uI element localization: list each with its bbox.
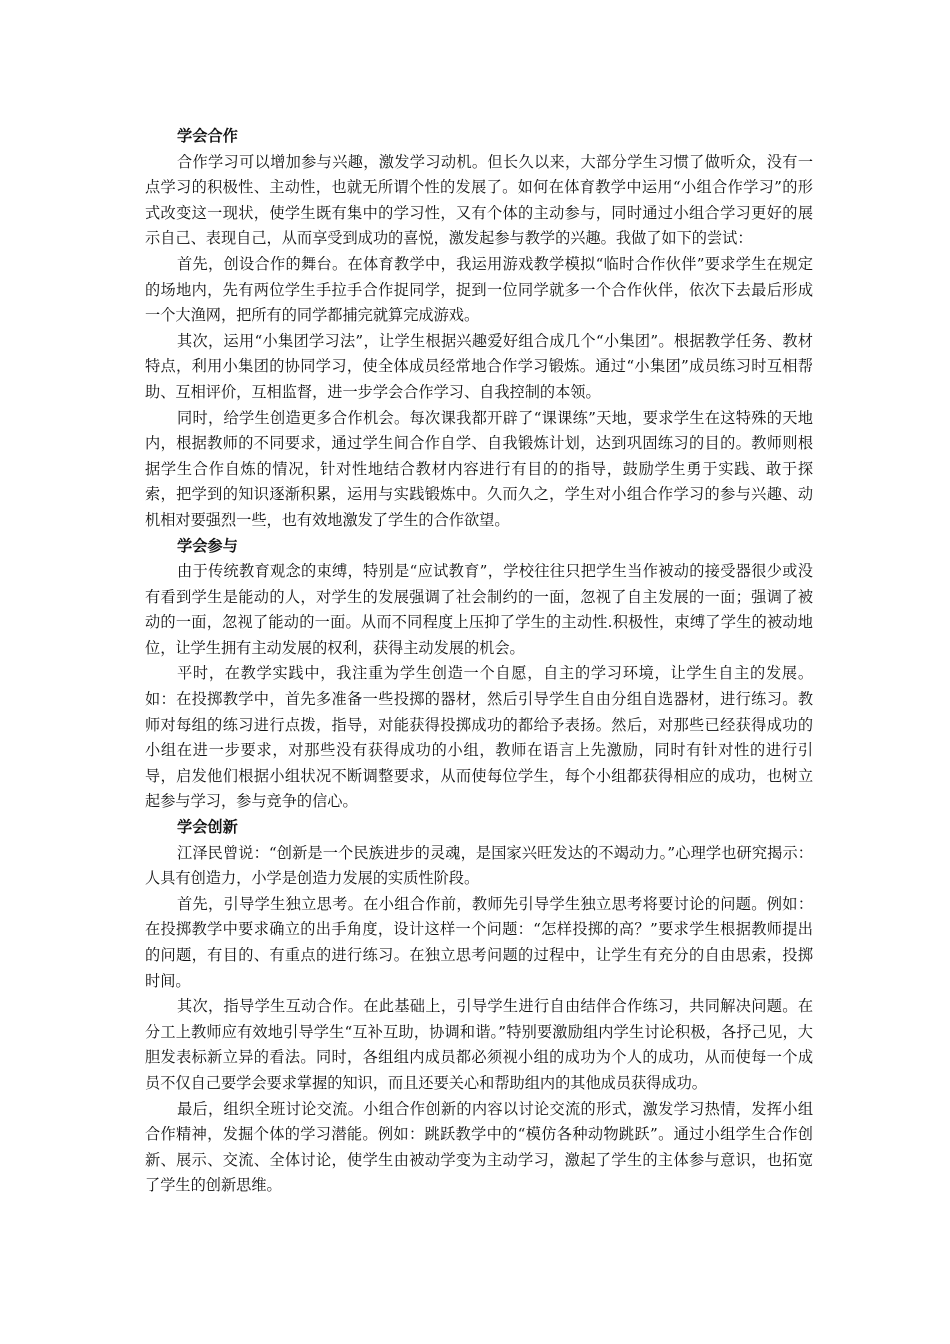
paragraph: 合作学习可以增加参与兴趣，激发学习动机。但长久以来，大部分学生习惯了做听众，没有一点学习的积极性、主动性，也就无所谓个性的发展了。如何在体育教学中运用“小组合作学习”的形式改变这一现状，使学生既有集中的学习性，又有个体的主动参与，同时通过小组合学习更好的展示自己、表现自己，从而享受到成功的喜悦，激发起参与教学的兴趣。我做了如下的尝试： [145,152,813,248]
section-heading: 学会参与 [177,536,238,555]
section-heading: 学会合作 [177,127,238,145]
paragraph: 首先，引导学生独立思考。在小组合作前，教师先引导学生独立思考将要讨论的问题。例如：在投掷教学中要求确立的出手角度，设计这样一个问题：“怎样投掷的高？”要求学生根据教师提出的问题，有目的、有重点的进行练习。在独立思考问题的过程中，让学生有充分的自由思索，投掷时间。 [145,894,813,990]
paragraph: 同时，给学生创造更多合作机会。每次课我都开辟了“课课练”天地，要求学生在这特殊的天地内，根据教师的不同要求，通过学生间合作自学、自我锻炼计划，达到巩固练习的目的。教师则根据学生合作自炼的情况，针对性地结合教材内容进行有目的的指导，鼓励学生勇于实践、敢于探索，把学到的知识逐渐积累，运用与实践锻炼中。久而久之，学生对小组合作学习的参与兴趣、动机相对要强烈一些，也有效地激发了学生的合作欲望。 [145,408,813,529]
section-participation [145,534,813,816]
paragraph: 江泽民曾说：“创新是一个民族进步的灵魂，是国家兴旺发达的不竭动力。”心理学也研究揭示：人具有创造力，小学是创造力发展的实质性阶段。 [145,843,813,888]
paragraph: 其次，指导学生互动合作。在此基础上，引导学生进行自由结伴合作练习，共同解决问题。在分工上教师应有效地引导学生“互补互助，协调和谐。”特别要激励组内学生讨论积极，各抒己见，大胆发表标新立异的看法。同时，各组组内成员都必须视小组的成功为个人的成功，从而使每一个成员不仅自己要学会要求掌握的知识，而且还要关心和帮助组内的其他成员获得成功。 [145,997,813,1092]
section-cooperation [145,124,813,534]
paragraph: 其次，运用“小集团学习法”，让学生根据兴趣爱好组合成几个“小集团”。根据教学任务、教材特点，利用小集团的协同学习，使全体成员经常地合作学习锻炼。通过“小集团”成员练习时互相帮助、互相评价，互相监督，进一步学会合作学习、自我控制的本领。 [145,331,813,401]
section-heading: 学会创新 [177,818,238,837]
document-page [145,124,813,1199]
paragraph: 最后，组织全班讨论交流。小组合作创新的内容以讨论交流的形式，激发学习热情，发挥小组合作精神，发掘个体的学习潜能。例如：跳跃教学中的“模仿各种动物跳跃”。通过小组学生合作创新、展示、交流、全体讨论，使学生由被动学变为主动学习，激起了学生的主体参与意识，也拓宽了学生的创新思维。 [145,1099,813,1195]
paragraph: 平时，在教学实践中，我注重为学生创造一个自愿，自主的学习环境，让学生自主的发展。如：在投掷教学中，首先多准备一些投掷的器材，然后引导学生自由分组自选器材，进行练习。教师对每组的练习进行点拨，指导，对能获得投掷成功的都给予表扬。然后，对那些已经获得成功的小组在进一步要求，对那些没有获得成功的小组，教师在语言上先激励，同时有针对性的进行引导，启发他们根据小组状况不断调整要求，从而使每位学生，每个小组都获得相应的成功，也树立起参与学习，参与竞争的信心。 [145,664,813,811]
paragraph: 首先，创设合作的舞台。在体育教学中，我运用游戏教学模拟“临时合作伙伴”要求学生在规定的场地内，先有两位学生手拉手合作捉同学，捉到一位同学就多一个合作伙伴，依次下去最后形成一个大渔网，把所有的同学都捕完就算完成游戏。 [145,254,813,325]
paragraph: 由于传统教育观念的束缚，特别是“应试教育”，学校往往只把学生当作被动的接受器很少或没有看到学生是能动的人，对学生的发展强调了社会制约的一面，忽视了自主发展的一面；强调了被动的一面，忽视了能动的一面。从而不同程度上压抑了学生的主动性.积极性，束缚了学生的被动地位，让学生拥有主动发展的权利，获得主动发展的机会。 [145,562,813,657]
section-innovation [145,815,813,1199]
